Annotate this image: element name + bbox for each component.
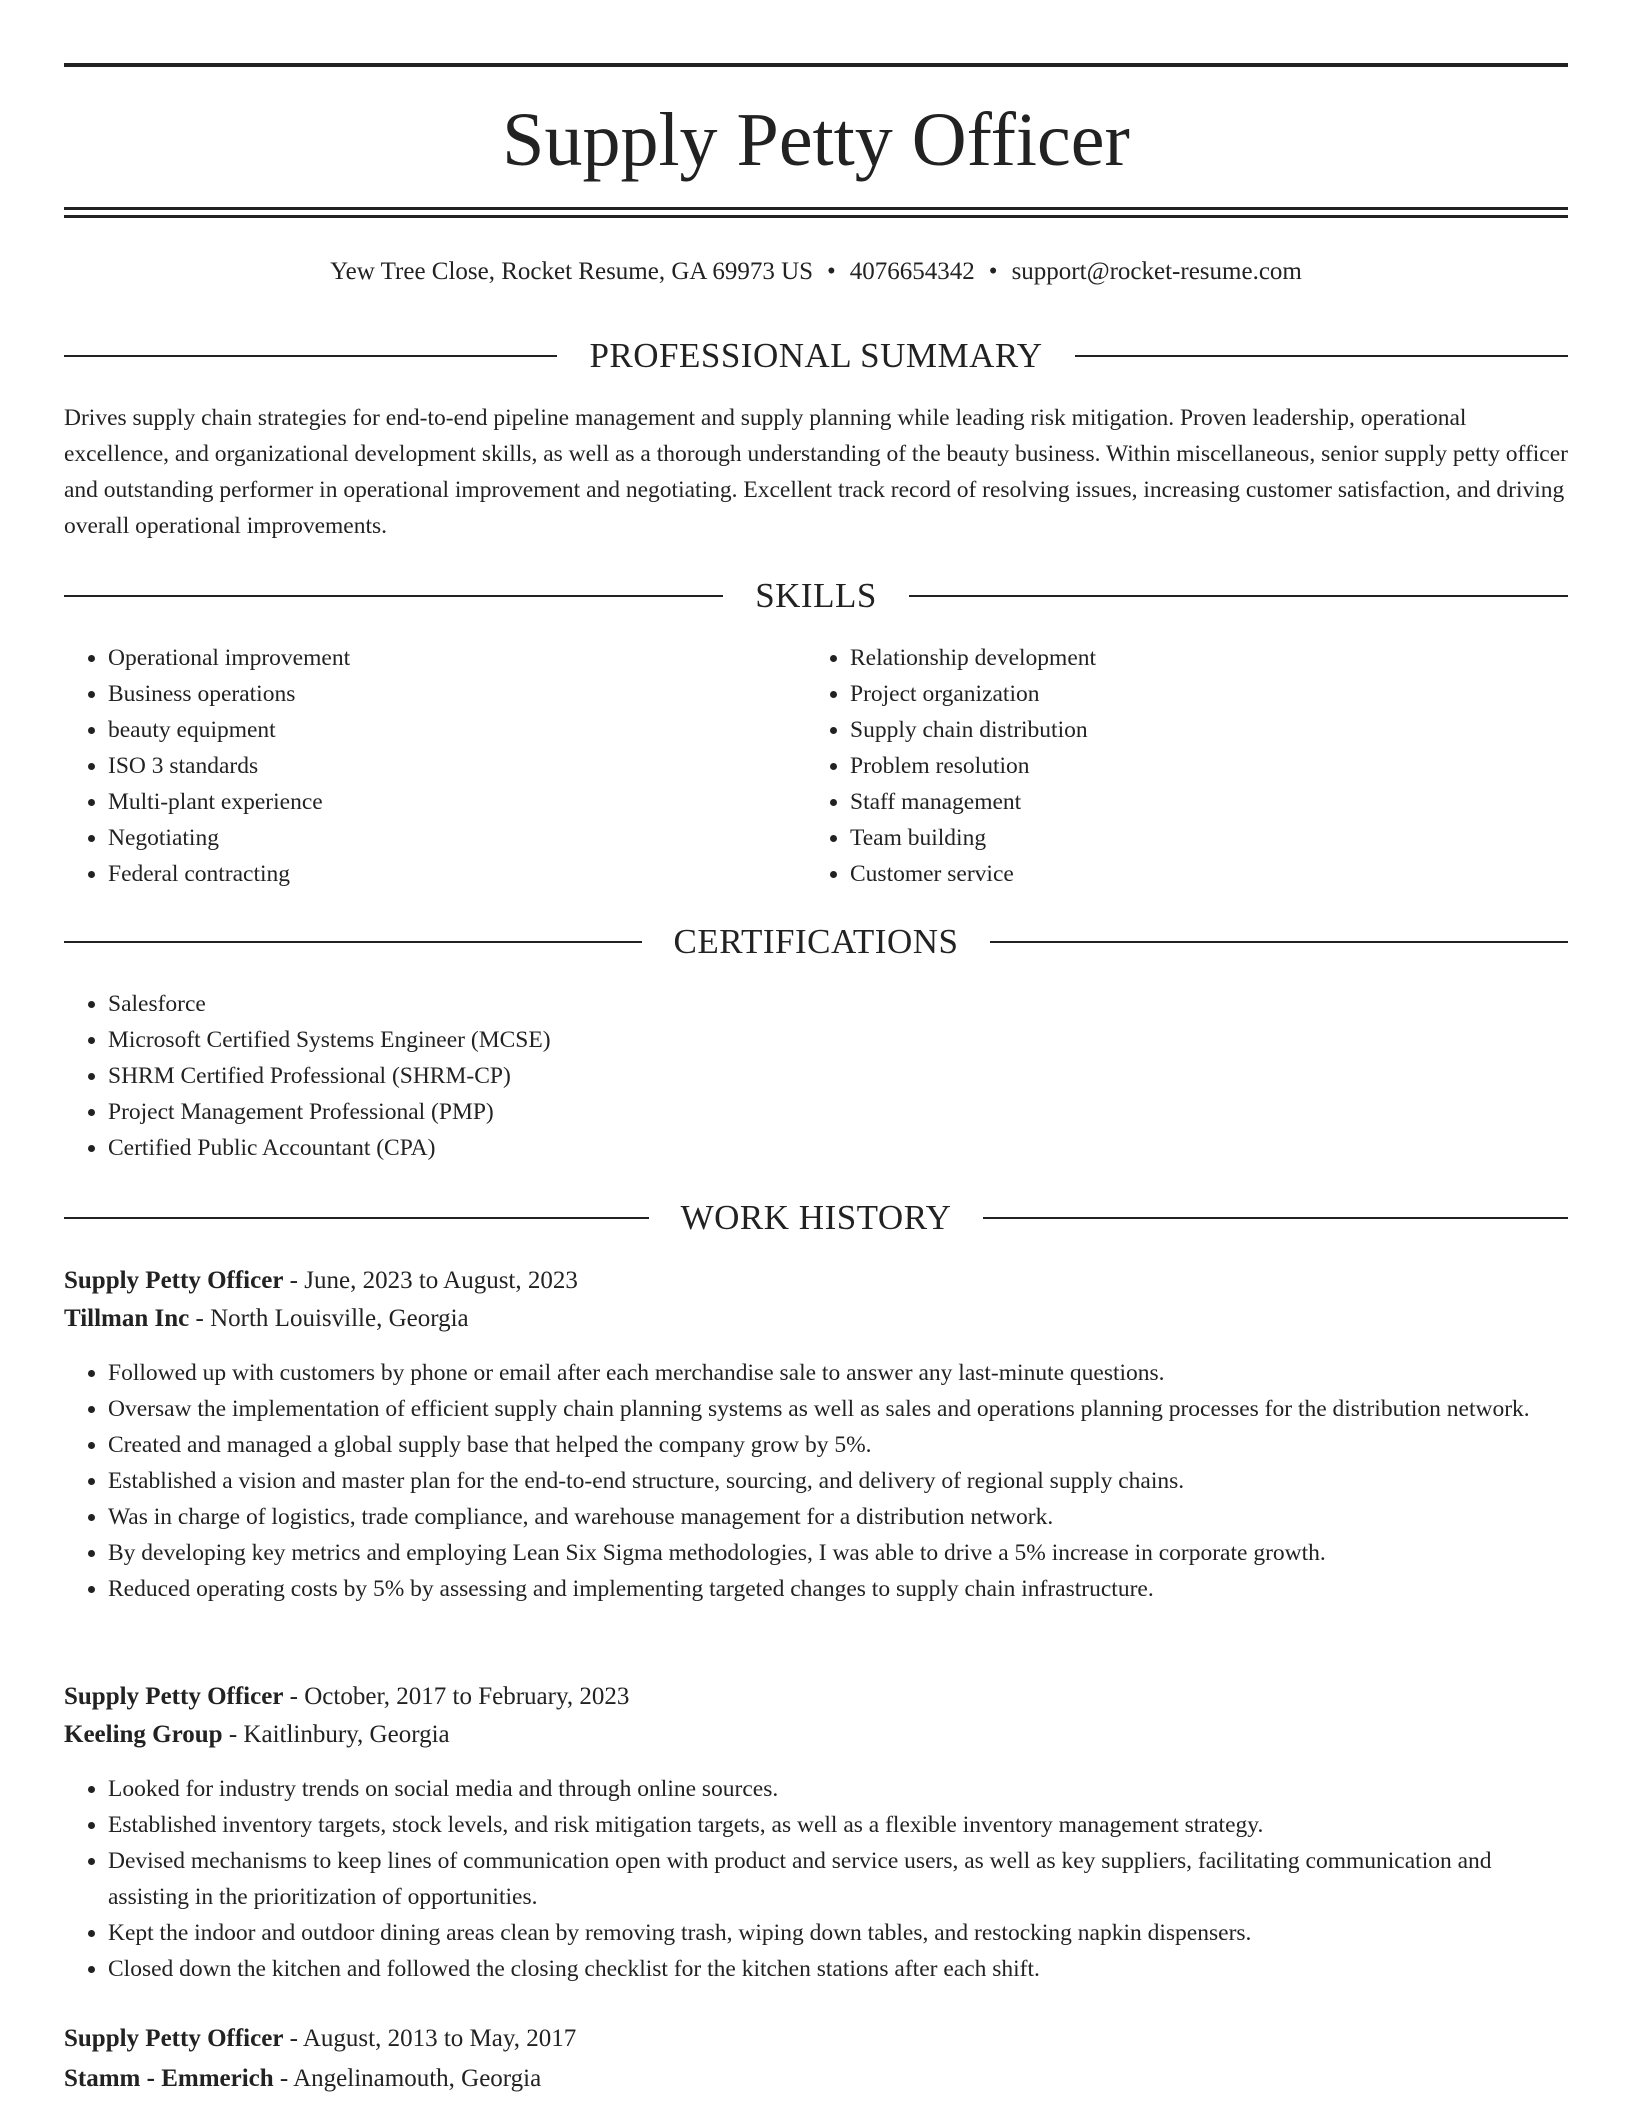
skill-item: • Federal contracting bbox=[108, 856, 808, 892]
skill-item: • ISO 3 standards bbox=[108, 748, 808, 784]
heading-rule-left bbox=[64, 355, 557, 357]
dash: - bbox=[283, 1683, 305, 1710]
heading-rule-left bbox=[64, 595, 723, 597]
job-bullet: • Closed down the kitchen and followed the closing checklist for the kitchen stations after each shift. bbox=[108, 1951, 1568, 1987]
heading-rule-left bbox=[64, 941, 642, 943]
skill-item: • Operational improvement bbox=[108, 640, 808, 676]
skills-list-left bbox=[64, 640, 808, 892]
job-bullet: • Followed up with customers by phone or email after each merchandise sale to answer any last-minute questions. bbox=[108, 1355, 1568, 1391]
section-heading-summary bbox=[64, 334, 1568, 378]
job-bullet: • Reduced operating costs by 5% by assessing and implementing targeted changes to supply chain infrastructure. bbox=[108, 1571, 1568, 1607]
job-bullets bbox=[64, 1355, 1568, 1607]
dash: - bbox=[283, 1267, 305, 1294]
skills-list-right bbox=[806, 640, 1550, 892]
skill-item: • Staff management bbox=[850, 784, 1550, 820]
certification-item: • Salesforce bbox=[108, 986, 1568, 1022]
skill-item: • beauty equipment bbox=[108, 712, 808, 748]
job-bullets bbox=[64, 1771, 1568, 1987]
job-location: Kaitlinbury, Georgia bbox=[243, 1721, 450, 1748]
dash: - bbox=[189, 1305, 211, 1332]
job-company-line bbox=[64, 2060, 1568, 2098]
heading-rule-left bbox=[64, 1217, 649, 1219]
contact-email: support@rocket-resume.com bbox=[1011, 258, 1302, 285]
skill-item: • Project organization bbox=[850, 676, 1550, 712]
heading-rule-right bbox=[983, 1217, 1568, 1219]
section-heading-work-history bbox=[64, 1196, 1568, 1240]
section-title: CERTIFICATIONS bbox=[673, 922, 959, 961]
job-bullet: • Created and managed a global supply base that helped the company grow by 5%. bbox=[108, 1427, 1568, 1463]
skill-item: • Customer service bbox=[850, 856, 1550, 892]
job-company: Stamm - Emmerich bbox=[64, 2065, 274, 2092]
dash: - bbox=[273, 2065, 294, 2092]
job-company: Tillman Inc bbox=[64, 1305, 190, 1332]
heading-rule-right bbox=[990, 941, 1568, 943]
section-title: SKILLS bbox=[755, 576, 877, 615]
contact-separator: • bbox=[827, 258, 836, 285]
job-bullet: • Looked for industry trends on social media and through online sources. bbox=[108, 1771, 1568, 1807]
skill-item: • Supply chain distribution bbox=[850, 712, 1550, 748]
job-title-line bbox=[64, 1678, 1568, 1716]
certifications-list bbox=[64, 986, 1568, 1166]
job-location: North Louisville, Georgia bbox=[210, 1305, 469, 1332]
skill-item: • Problem resolution bbox=[850, 748, 1550, 784]
job-location: Angelinamouth, Georgia bbox=[293, 2065, 542, 2092]
certification-item: • Project Management Professional (PMP) bbox=[108, 1094, 1568, 1130]
section-title: WORK HISTORY bbox=[680, 1198, 952, 1237]
job-bullet: • Kept the indoor and outdoor dining areas clean by removing trash, wiping down tables, and restocking napkin dispensers. bbox=[108, 1915, 1568, 1951]
job-bullet: • Established a vision and master plan for the end-to-end structure, sourcing, and delivery of regional supply chains. bbox=[108, 1463, 1568, 1499]
skill-item: • Multi-plant experience bbox=[108, 784, 808, 820]
candidate-name: Supply Petty Officer bbox=[502, 98, 1130, 182]
contact-phone: 4076654342 bbox=[849, 258, 975, 285]
contact-separator: • bbox=[988, 258, 998, 285]
heading-rule-right bbox=[1075, 355, 1568, 357]
skill-item: • Team building bbox=[850, 820, 1550, 856]
heading-rule-right bbox=[909, 595, 1568, 597]
job-dates: June, 2023 to August, 2023 bbox=[304, 1267, 578, 1294]
job-company: Keeling Group bbox=[64, 1721, 223, 1748]
dash: - bbox=[222, 1721, 244, 1748]
section-heading-certifications bbox=[64, 920, 1568, 964]
section-title: PROFESSIONAL SUMMARY bbox=[589, 336, 1043, 375]
job-company-line bbox=[64, 1716, 1568, 1754]
job-dates: October, 2017 to February, 2023 bbox=[304, 1683, 630, 1710]
header-top-rule bbox=[64, 63, 1568, 67]
certification-item: • Microsoft Certified Systems Engineer (MCSE) bbox=[108, 1022, 1568, 1058]
header-double-rule-1 bbox=[64, 207, 1568, 210]
summary-text: Drives supply chain strategies for end-to-end pipeline management and supply planning while leading risk mitigation. Proven leadership, operational excellence, and organizational development skills, as well as a thorough understanding of the beauty business. Within miscellaneous, senior supply petty officer and outstanding performer in operational improvement and negotiating. Excellent track record of resolving issues, increasing customer satisfaction, and driving overall operational improvements. bbox=[64, 405, 1568, 539]
job-title-line bbox=[64, 2020, 1568, 2058]
job-bullet: • Established inventory targets, stock levels, and risk mitigation targets, as well as a flexible inventory management strategy. bbox=[108, 1807, 1568, 1843]
skill-item: • Business operations bbox=[108, 676, 808, 712]
dash: - bbox=[283, 2025, 303, 2052]
section-heading-skills bbox=[64, 574, 1568, 618]
job-bullet: • Was in charge of logistics, trade compliance, and warehouse management for a distribution network. bbox=[108, 1499, 1568, 1535]
skill-item: • Relationship development bbox=[850, 640, 1550, 676]
job-dates: August, 2013 to May, 2017 bbox=[302, 2025, 577, 2052]
job-title-line bbox=[64, 1262, 1568, 1300]
job-title: Supply Petty Officer bbox=[64, 2025, 284, 2052]
job-company-line bbox=[64, 1300, 1568, 1338]
job-bullet: • By developing key metrics and employing Lean Six Sigma methodologies, I was able to drive a 5% increase in corporate growth. bbox=[108, 1535, 1568, 1571]
certification-item: • Certified Public Accountant (CPA) bbox=[108, 1130, 1568, 1166]
job-title: Supply Petty Officer bbox=[64, 1683, 284, 1710]
job-bullet: • Devised mechanisms to keep lines of communication open with product and service users, as well as key suppliers, facilitating communication and assisting in the prioritization of opportunities. bbox=[108, 1843, 1568, 1915]
certification-item: • SHRM Certified Professional (SHRM-CP) bbox=[108, 1058, 1568, 1094]
contact-line bbox=[0, 254, 1632, 290]
job-title: Supply Petty Officer bbox=[64, 1267, 284, 1294]
job-bullet: • Oversaw the implementation of efficient supply chain planning systems as well as sales and operations planning processes for the distribution network. bbox=[108, 1391, 1568, 1427]
contact-address: Yew Tree Close, Rocket Resume, GA 69973 US bbox=[330, 258, 814, 285]
header-double-rule-2 bbox=[64, 215, 1568, 218]
skill-item: • Negotiating bbox=[108, 820, 808, 856]
